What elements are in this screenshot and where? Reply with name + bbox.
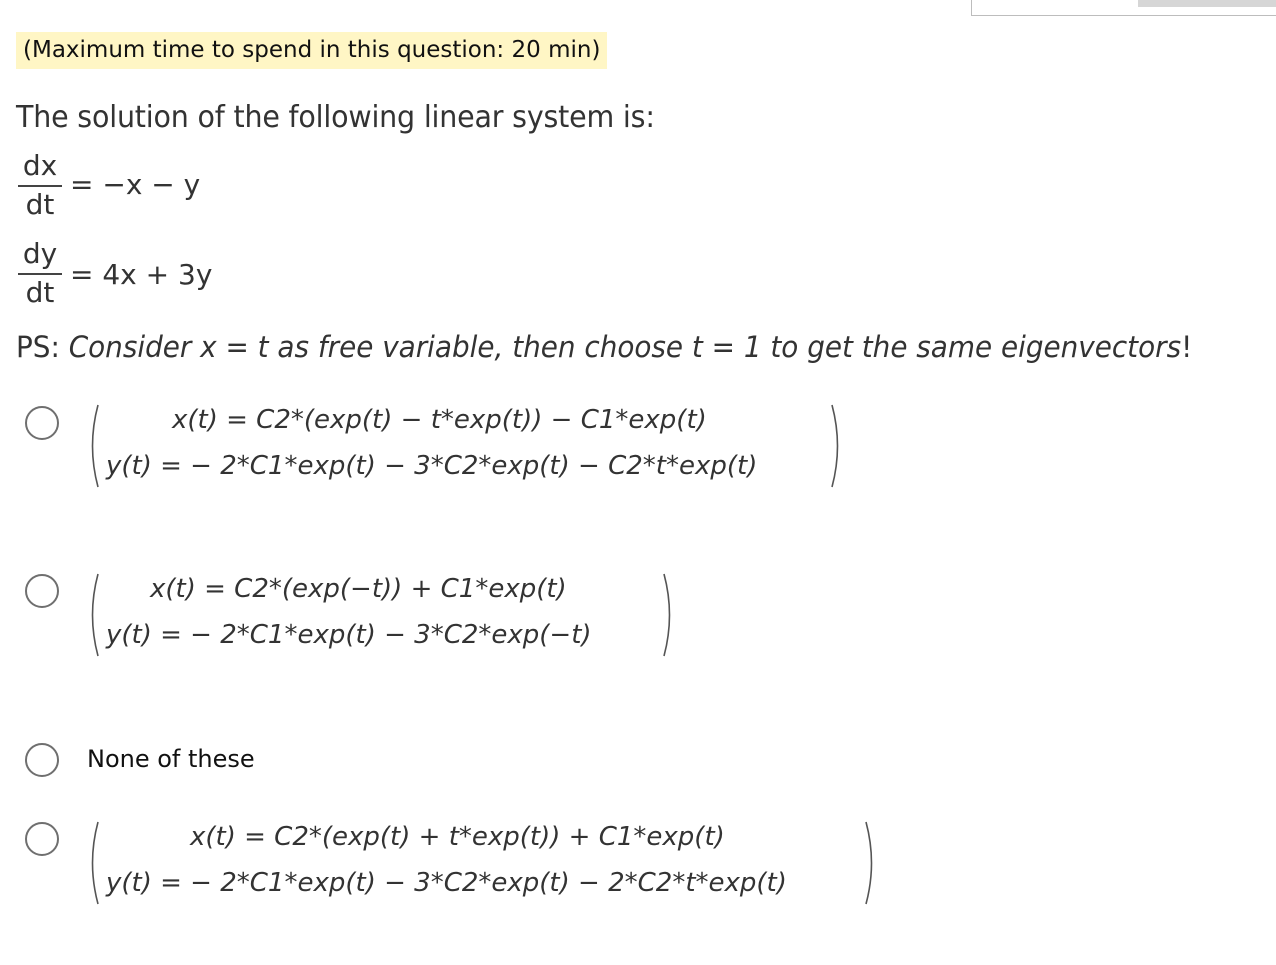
- hint-text: [16, 330, 1192, 364]
- fraction-denominator: dt: [25, 275, 55, 309]
- right-paren-icon: [862, 820, 880, 906]
- fraction-dy-dt: [18, 238, 62, 308]
- left-paren-icon: [84, 403, 102, 489]
- option-a-matrix[interactable]: [84, 403, 864, 493]
- time-notice: (Maximum time to spend in this question: 20 min): [16, 32, 607, 69]
- equation-rhs: = −x − y: [70, 168, 201, 201]
- option-d-radio[interactable]: [25, 822, 59, 856]
- option-d-matrix[interactable]: [84, 820, 884, 910]
- fraction-numerator: dx: [22, 149, 58, 182]
- option-c-label[interactable]: None of these: [87, 745, 255, 773]
- question-text: The solution of the following linear system is:: [16, 100, 655, 135]
- fraction-numerator: dy: [22, 237, 58, 270]
- right-paren-icon: [660, 572, 678, 658]
- option-d-x-row: x(t) = C2*(exp(t) + t*exp(t)) + C1*exp(t): [190, 822, 725, 852]
- equation-rhs: = 4x + 3y: [70, 258, 213, 291]
- option-c-radio[interactable]: [25, 743, 59, 777]
- option-a-y-row: y(t) = − 2*C1*exp(t) − 3*C2*exp(t) − C2*t*exp(t): [106, 451, 758, 481]
- left-paren-icon: [84, 572, 102, 658]
- left-paren-icon: [84, 820, 102, 906]
- right-paren-icon: [828, 403, 846, 489]
- hint-end: !: [1181, 330, 1193, 364]
- option-b-radio[interactable]: [25, 574, 59, 608]
- option-d-y-row: y(t) = − 2*C1*exp(t) − 3*C2*exp(t) − 2*C2*t*exp(t): [106, 868, 787, 898]
- fraction-bar: [18, 185, 62, 187]
- option-b-y-row: y(t) = − 2*C1*exp(t) − 3*C2*exp(−t): [106, 620, 592, 650]
- option-a-radio[interactable]: [25, 406, 59, 440]
- hint-prefix: PS: [16, 330, 51, 364]
- option-b-matrix[interactable]: [84, 572, 684, 662]
- top-scroll-bar[interactable]: [1138, 0, 1276, 7]
- option-b-x-row: x(t) = C2*(exp(−t)) + C1*exp(t): [150, 574, 567, 604]
- option-a-x-row: x(t) = C2*(exp(t) − t*exp(t)) − C1*exp(t): [172, 405, 707, 435]
- fraction-denominator: dt: [25, 187, 55, 221]
- hint-colon: :: [50, 330, 60, 364]
- equation-dy: [18, 238, 318, 318]
- fraction-dx-dt: [18, 150, 62, 220]
- hint-body: Consider x = t as free variable, then choose t = 1 to get the same eigenvectors: [59, 330, 1182, 364]
- fraction-bar: [18, 273, 62, 275]
- equation-dx: [18, 150, 318, 230]
